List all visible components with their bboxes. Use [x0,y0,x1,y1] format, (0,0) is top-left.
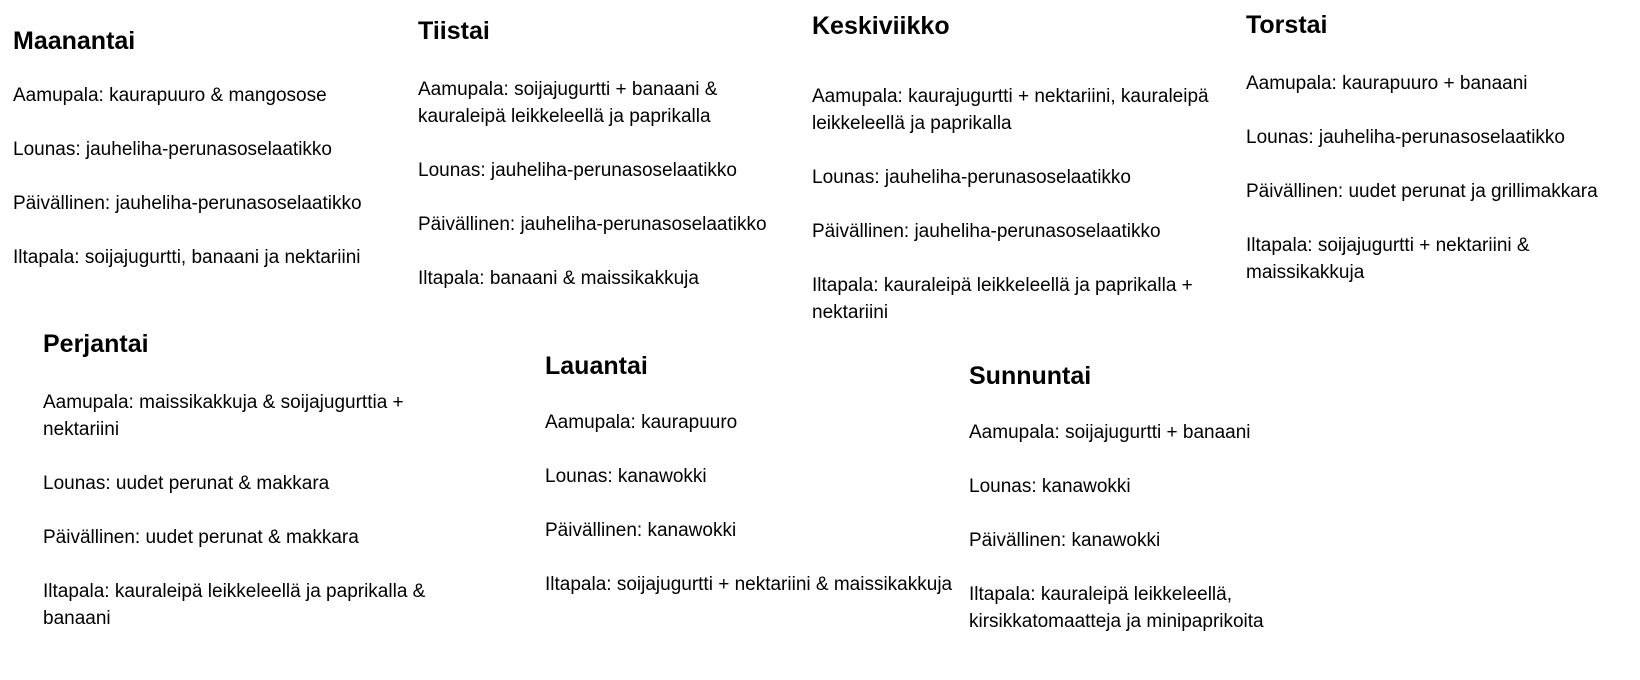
day-tuesday [418,16,798,292]
meal-lunch: Lounas: jauheliha-perunasoselaatikko [1246,127,1566,148]
meal-dinner: Päivällinen: jauheliha-perunasoselaatikko [13,193,362,214]
day-sunday [969,361,1389,635]
day-friday [43,329,483,632]
day-thursday [1246,10,1636,286]
day-title: Sunnuntai [969,362,1092,390]
meal-lunch: Lounas: kanawokki [969,476,1131,497]
meal-breakfast: Aamupala: kaurapuuro [545,412,738,433]
meal-lunch: Lounas: jauheliha-perunasoselaatikko [812,167,1132,188]
meal-lunch: Lounas: jauheliha-perunasoselaatikko [418,160,738,181]
meal-dinner: Päivällinen: uudet perunat & makkara [43,527,359,548]
meal-evening-snack: Iltapala: banaani & maissikakkuja [418,268,699,289]
meal-breakfast: Aamupala: soijajugurtti + banaani & kauraleipä leikkeleellä ja paprikalla [418,79,718,127]
meal-dinner: Päivällinen: jauheliha-perunasoselaatikko [418,214,767,235]
meal-dinner: Päivällinen: kanawokki [969,530,1161,551]
day-title: Lauantai [545,352,648,380]
meal-breakfast: Aamupala: kaurapuuro & mangosose [13,85,327,106]
day-wednesday [812,11,1232,326]
day-saturday [545,351,965,598]
meal-evening-snack: Iltapala: soijajugurtti, banaani ja nektariini [13,247,361,268]
meal-evening-snack: Iltapala: kauraleipä leikkeleellä ja paprikalla + nektariini [812,275,1193,323]
day-title: Keskiviikko [812,12,950,40]
day-title: Maanantai [13,27,136,55]
meal-breakfast: Aamupala: kaurapuuro + banaani [1246,73,1528,94]
meal-lunch: Lounas: uudet perunat & makkara [43,473,330,494]
meal-breakfast: Aamupala: kaurajugurtti + nektariini, kauraleipä leikkeleellä ja paprikalla [812,86,1209,134]
meal-evening-snack: Iltapala: soijajugurtti + nektariini & maissikakkuja [545,574,953,595]
meal-evening-snack: Iltapala: kauraleipä leikkeleellä ja paprikalla & banaani [43,581,426,629]
day-title: Perjantai [43,330,149,358]
meal-evening-snack: Iltapala: kauraleipä leikkeleellä, kirsikkatomaatteja ja minipaprikoita [969,584,1264,632]
meal-breakfast: Aamupala: soijajugurtti + banaani [969,422,1251,443]
meal-lunch: Lounas: jauheliha-perunasoselaatikko [13,139,333,160]
day-title: Tiistai [418,17,490,45]
day-monday [13,26,393,271]
day-title: Torstai [1246,11,1328,39]
meal-dinner: Päivällinen: kanawokki [545,520,737,541]
meal-breakfast: Aamupala: maissikakkuja & soijajugurttia + nektariini [43,392,404,440]
meal-evening-snack: Iltapala: soijajugurtti + nektariini & maissikakkuja [1246,235,1530,283]
meal-dinner: Päivällinen: uudet perunat ja grillimakkara [1246,181,1598,202]
meal-lunch: Lounas: kanawokki [545,466,707,487]
meal-dinner: Päivällinen: jauheliha-perunasoselaatikko [812,221,1161,242]
